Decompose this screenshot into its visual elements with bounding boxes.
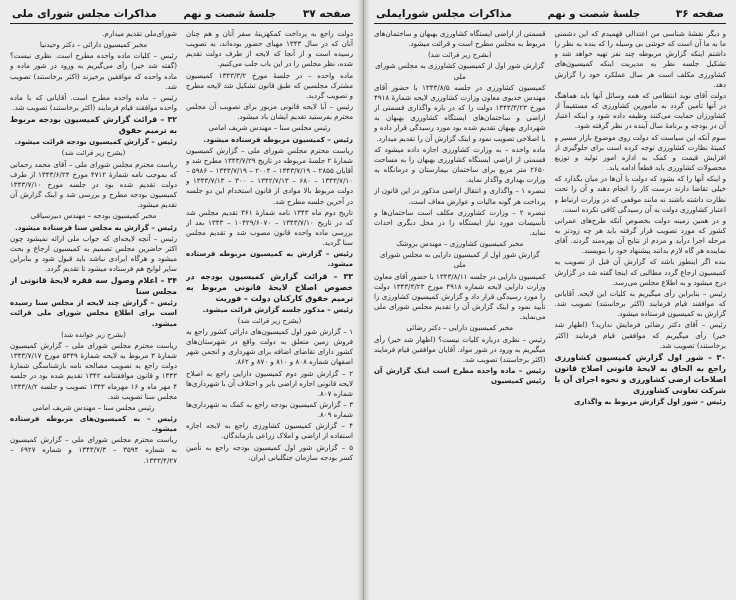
- text-paragraph: رئیس – گزارش به مجلس سنا فرستاده میشود.: [15, 222, 177, 232]
- gutter-shadow: [364, 0, 370, 600]
- text-paragraph: مخبر کمیسیون دارائی – دکتر وحیدنیا: [39, 40, 148, 50]
- text-paragraph: رئیس مجلس سنا – مهندس شریف امامی: [208, 123, 331, 133]
- text-paragraph: رئیس – آیا لایحه قانونی مزبور برای تصویب آن مجلس محترم بفرستید تقدیم ایشان باد میشود.: [186, 102, 353, 122]
- text-paragraph: دولت راجع به پرداخت کمکهزینهٔ سفر آنان و هم چنان آنان که در سال ۱۳۴۳ مهیای حضور بوده‌اند، به تصویب رسیده است و از آنجا که لایحه از طرف دولت تقدیم شده، نظر مجلس را در این باب جلب می‌کنیم.: [186, 29, 353, 69]
- right-col-a: [555, 29, 727, 594]
- text-paragraph: رئیس – کمیسیون مربوطه فرستاده میشود.: [203, 134, 353, 144]
- left-col-b: [10, 29, 177, 594]
- text-paragraph: (بشرح زیر قرائت شد): [61, 149, 126, 158]
- text-paragraph: بنده اگر اینطور باشد که گزارش آن قبل از تصویب به کمیسیون ارجاع گردد مطالبی که اینجا گفته شد در گزارش درج میشود و به اطلاع مجلس می‌رسد.: [554, 257, 726, 287]
- text-paragraph: و دیگر نقشهٔ شناسی من اعتدالی فهمیدم که این دشمنی ما به ما آن است که خوشی بی وسیله را که بنده به نظر را داشتم اینکه گزارش مربوطه چند نفر تهیه خواهد شد و تشکیل جلسه نظر به مدیریت اینکه کمیسیون‌های کشاورزی مکلف است هر سال عملکرد خود را گزارش دهد.: [554, 29, 726, 89]
- text-paragraph: ۳۰ – شور اول گزارش کمیسیون کشاورزی راجع به الحاق به لایحهٔ قانونی اصلاح قانون اصلاحات ارضی کشاورزی و نحوه اجرای آن با شرکت تعاونی کشاورزی: [554, 352, 726, 395]
- left-page-number: صفحه ۳۷: [302, 8, 351, 20]
- text-paragraph: (بشرح زیر قرائت شد): [237, 316, 302, 325]
- text-paragraph: تبصره ۲ – وزارت کشاورزی مکلف است ساختمان‌ها و تأسیسات مورد نیاز ایستگاه را در محل دیگری احداث نماید.: [374, 207, 546, 237]
- text-paragraph: ریاست محترم مجلس شورای ملی – آقای محمد رحمانی که بموجب نامه شمارهٔ ۴۷۱۲ مورخ ۱۳۴۳/۶/۲۴ از طرف دولت تقدیم شده بود در جلسه مورخ ۱۳۴۳/۷/۱۰ کمیسیون بودجه مطرح و بررسی شد و اینک گزارش آن تقدیم میشود.: [10, 159, 177, 210]
- text-paragraph: رئیس – نظری درباره کلیات نیست؟ (اظهار شد خیر) رأی میگیریم به ورود در شور مواد. آقایان موافقین قیام فرمایند (اکثر برخاستند) تصویب شد.: [374, 334, 546, 364]
- text-paragraph: و در همین زمینه دولت بخصوص آنکه طرح‌های عمرانی کشور که مورد تصویب قرار گرفته باید هر چه زودتر به مرحله اجرا درآید و مردم از نتایج آن بهره‌مند گردند. آقای نماینده هر گاه لازم بدانند پیشنهاد خود را بنویسند.: [554, 215, 726, 256]
- text-paragraph: سوم آنکه این سیاست که دولت روی موضوع بازار مسیر و کمیتهٔ نظارت کشاورزی توجه کرده است برای جلوگیری از افزایش قیمت و کمک به اداره امور تولید و توزیع محصولات کشاورزی باید قطعاً ادامه یابد.: [554, 132, 726, 173]
- text-paragraph: رئیس – آقای دکتر رضائی فرمایش ندارید؟ (اظهار شد خیر) رأی میگیریم که موافقین قیام فرمایند (اکثر برخاستند) تصویب شد.: [554, 320, 726, 350]
- left-page-header: [10, 8, 353, 24]
- text-paragraph: ریاست محترم مجلس شورای ملی – گزارش کمیسیون شمارهٔ ۲ جلسهٔ مربوطه در تاریخ ۱۳۴۳/۷/۲۹ مطرح شد و آقایان ۲۸۵۵ – ۱۳۴۳/۷/۱۹ – ۲۰۰۴ – ۱۳۴۳/۷/۱۹ – ۵۹۸۶ – ۱۳۴۳/۷/۱۰ – ۶۸۰ – ۱۳۴۲/۷/۱۳ – ۳۰۰ – ۱۳۴۳/۷/۱۳ و دولت مربوط بالا موادی از قانون استخدام این دو جلسه در آخرین جلسه مطرح شد.: [186, 145, 353, 206]
- gutter-shadow: [357, 0, 363, 600]
- text-paragraph: کمیسیون کشاورزی در جلسه ۱۳۴۳/۸/۵ با حضور آقای مهندس خدیوی معاون وزارت کشاورزی لایحه شمارهٔ ۴۹۱۸ مورخ ۱۳۴۳/۴/۲۳ دولت را که در باره واگذاری قسمتی از اراضی و ساختمان‌های ایستگاه کشاورزی بهبهان به شهرداری بهبهان تقدیم شده بود مورد رسیدگی قرار داده و با اصلاحی تصویب نمود و اینک گزارش آن را تقدیم میدارد.: [374, 82, 546, 143]
- right-page-number: صفحه ۳۶: [675, 8, 724, 20]
- text-paragraph: دولت آقای نوید انتظامی که همه وسائل آنها باید هماهنگ در آنها تأمین گردد به مأمورین کشاورزی که مستقیماً از کشاورزان حمایت می‌کنند وظیفه داده شود و اینکه اعتبار آن در بودجه و برنامهٔ سال آینده در نظر گرفته شود.: [554, 90, 726, 131]
- left-col-a: [186, 29, 353, 594]
- right-page: [364, 0, 736, 600]
- text-paragraph: (بشرح زیر قرائت شد): [427, 51, 492, 60]
- left-columns: [10, 29, 353, 594]
- text-paragraph: ۳۲ – قرائت گزارش کمیسیون بودجه مربوط به ترمیم حقوق: [10, 115, 177, 136]
- text-paragraph: ۴ – گزارش کمیسیون کشاورزی راجع به لایحه اجازه استفاده از اراضی و املاک زراعی بازماندگان.: [186, 421, 353, 441]
- text-paragraph: رئیس – شور اول گزارش مربوط به واگذاری: [573, 396, 726, 406]
- text-paragraph: ۵ – گزارش شور اول کمیسیون بودجه راجع به تأمین کسر بودجه سازمان جنگلبانی ایران.: [186, 442, 353, 462]
- text-paragraph: رئیس – آنچه لایحه‌ای که جواب ملی ارائه نمیشود چون اکثر حاضرین مجلس تصمیم به کمیسیون ارجاع و بحث میشود و هرگاه ایرادی نباشد باید قبول شود و بنابراین سایر لوایح هم فرستاده میشود تا تقدیم گردد.: [10, 233, 177, 274]
- text-paragraph: قسمتی از اراضی ایستگاه کشاورزی بهبهان و ساختمان‌های مربوط به مجلس مطرح است و قرائت میشود.: [374, 29, 546, 49]
- text-paragraph: تاریخ دوم ماه ۱۳۴۳ نامه شمارهٔ ۳۶۱ تقدیم مجلس شد که در تاریخ ۱۳۴۳/۷/۱۰ – ۱۰۴۲۹/۶۰۷۰ – ۱۳۴۳ بعد از بررسی ماده واحده قانون مصوب شد و تقدیم مجلس سنا گردید.: [186, 207, 353, 248]
- text-paragraph: ۳۳ – قرائت گزارش کمیسیون بودجه در خصوص اصلاح لایحهٔ قانونی مربوط به ترمیم حقوق کارکنان دولت – فوریت: [186, 271, 353, 303]
- text-paragraph: ۳۴ – اعلام وصول سه فقره لایحهٔ قانونی از مجلس سنا: [10, 276, 177, 297]
- text-paragraph: رئیس مجلس سنا – مهندس شریف امامی: [32, 402, 155, 412]
- left-page: [0, 0, 364, 600]
- text-paragraph: ماده واحده – در جلسهٔ مورخ ۱۳۴۳/۳/۲ کمیسیون مشترک مجلسین که طبق قانون تشکیل شد لایحه مطرح و تصویب گردید.: [186, 70, 353, 100]
- text-paragraph: رئیس – گزارش به کمیسیون مربوطه فرستاده میشود.: [186, 249, 353, 269]
- text-paragraph: ریاست محترم مجلس شورای ملی – گزارش کمیسیون شمارهٔ ۳ مربوط به لایحه شمارهٔ ۵۳۴۹ مورخ ۱۳۴۳/۷/۱۷ دولت راجع به تصویب مصالحه نامه بازشناسگی شمارهٔ ۱۳۴۳ و قانون موافقتنامه ۱۳۴۲ تقدیم شده بود در جلسه ۴ مهر ماه و ۱۶ مهرماه ۱۳۴۳ تصویب و جلسه ۱۳۴۳/۸/۲ مجلس سنا تصویب شد.: [10, 340, 177, 401]
- text-paragraph: شورای‌ملی تقدیم میدارم.: [102, 29, 177, 38]
- text-paragraph: کمیسیون دارایی در جلسه ۱۳۴۳/۸/۱۱ با حضور آقای معاون وزارت دارایی لایحه شماره ۴۹۱۸ مورخ ۱۳۴۳/۴/۲۳ دولت را مورد رسیدگی قرار داد و گزارش کمیسیون کشاورزی را تأیید نمود و اینک گزارش آن را تقدیم مجلس شورای ملی می‌نماید.: [374, 271, 546, 322]
- text-paragraph: تبصره ۱ – واگذاری و انتقال اراضی مذکور در این قانون از پرداخت هر گونه مالیات و عوارض معاف است.: [374, 186, 546, 206]
- left-journal-title: مذاکرات مجلس شورای ملی: [12, 8, 157, 20]
- text-paragraph: ۱ – گزارش شور اول کمیسیون‌های دارائی کشور راجع به فروش زمین متعلق به دولت واقع در شهرستان‌های کشور دارای تقاضای اضافه برای شهرداری و انجمن شهر اصفهان شماره ۸۰۸ و ۸۱۰ و ۸۷۰ و ۸۶۲.: [186, 326, 353, 367]
- text-paragraph: مخبر کمیسیون بودجه – مهندس دبیرسیاقی: [30, 211, 157, 221]
- text-paragraph: ماده واحده – به وزارت کشاورزی اجازه داده میشود که قسمتی از اراضی ایستگاه کشاورزی بهبهان را به مساحت ۲۶۵۰ متر مربع برای ساختمان بیمارستان و درمانگاه به وزارت بهداری واگذار نماید.: [374, 144, 546, 185]
- left-session-title: جلسهٔ شصت و نهم: [183, 9, 277, 20]
- text-paragraph: رئیس – به کمیسیون‌های مربوطه فرستاده میشود.: [10, 414, 177, 434]
- text-paragraph: ۲ – گزارش شور دوم کمیسیون دارایی راجع به اصلاح لایحه قانونی اجاره اراضی بایر و اختلاف آن با شهرداری‌ها شماره ۸۰۷.: [186, 368, 353, 398]
- right-journal-title: مذاکرات مجلس شورایملی: [376, 8, 512, 20]
- text-paragraph: ۳ – گزارش کمیسیون بودجه راجع به کمک به شهرداری‌ها شماره ۸۰۹.: [186, 400, 353, 420]
- text-paragraph: گزارش شور اول از کمیسیون دارایی به مجلس شورای ملی: [379, 250, 540, 270]
- text-paragraph: مخبر کمیسیون کشاورزی – مهندس بروشک: [396, 239, 524, 249]
- text-paragraph: رئیس – گزارش چند لایحه از مجلس سنا رسیده است برای اطلاع مجلس شورای ملی قرائت میشود.: [10, 298, 177, 328]
- right-col-b: [374, 29, 546, 594]
- text-paragraph: رئیس – ماده واحده مطرح است اینک گزارش آن رئیس کمیسیون: [374, 366, 546, 386]
- text-paragraph: و اینکه آنها را که بشود که دولت با آن‌ها در میان بگذارد که خیلی تقاضا دارند درست کار را انجام دهند و آن را تحت نظارت داشته باشند نه مانند موقعی که در وزارت ارتباط و اعتبار کشاورزی دولت به آن رسیدگی کافی نکرده است.: [554, 174, 726, 214]
- text-paragraph: رئیس – ماده واحده مطرح است. آقایانی که با ماده واحده موافقند قیام فرمایند (اکثر برخاستند) تصویب شد.: [10, 92, 177, 113]
- text-paragraph: گزارش شور اول از کمیسیون کشاورزی به مجلس شورای ملی: [375, 61, 545, 81]
- right-columns: [374, 29, 726, 594]
- text-paragraph: رئیس – گزارش کمیسیون بودجه قرائت میشود.: [14, 137, 177, 147]
- right-page-header: [374, 8, 726, 24]
- right-session-title: جلسهٔ شصت و نهم: [547, 9, 641, 20]
- text-paragraph: مخبر کمیسیون دارایی – دکتر رضائی: [406, 323, 514, 333]
- text-paragraph: رئیس – کلیات ماده واحده مطرح است. نظری نیست؟ (گفته شد خیر) رأی می‌گیریم به ورود در شور ماده و ماده واحده که موافقین برخیزند (اکثر برخاستند) تصویب شد.: [10, 51, 177, 91]
- text-paragraph: رئیس – مذکور جلسه گزارش قرائت میشود.: [202, 304, 353, 314]
- text-paragraph: ریاست محترم مجلس شورای ملی – گزارش کمیسیون به شماره ۳۵۹۴ – ۱۳۴۳/۷/۳ و شماره ۶۹۲۷ – ۱۳۴۳/۴/۲۷.: [10, 435, 177, 465]
- text-paragraph: رئیس – بنابراین رأی میگیریم به کلیات این لایحه. آقایانی که موافقند قیام فرمایند (اکثر برخاستند) تصویب شد. گزارش به کمیسیون فرستاده میشود.: [554, 288, 726, 319]
- text-paragraph: (بشرح زیر خوانده شد): [61, 330, 126, 339]
